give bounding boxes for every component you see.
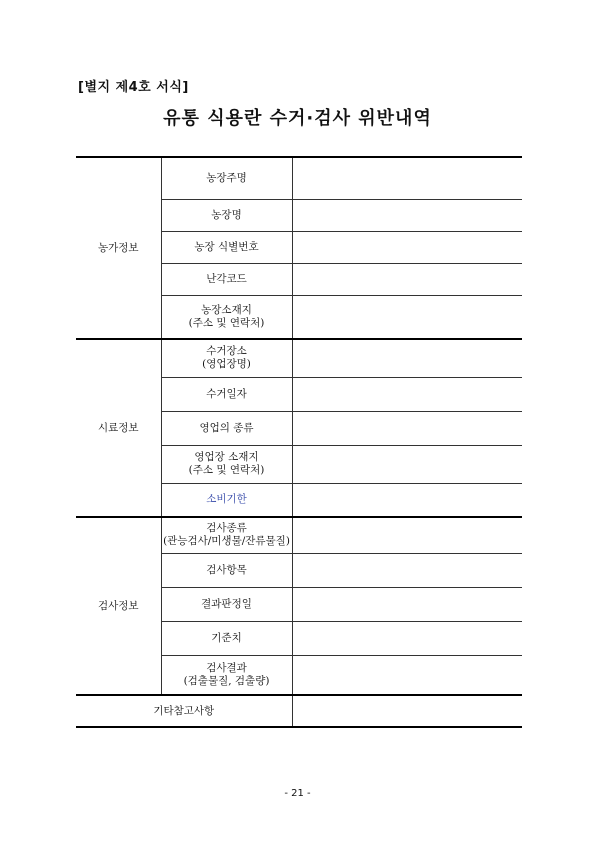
- label-collect-place: [161, 339, 292, 377]
- section-sample-info: 시료정보: [76, 339, 161, 517]
- label-farm-address-line1: 농장소재지: [201, 303, 252, 316]
- page-number: - 21 -: [284, 788, 311, 799]
- label-collect-date: 수거일자: [161, 377, 292, 411]
- label-farm-name: 농장명: [161, 199, 292, 231]
- value-business-address[interactable]: [292, 445, 522, 483]
- label-farm-address-line2: (주소 및 연락처): [188, 316, 265, 329]
- label-test-items: 검사항목: [161, 553, 292, 587]
- label-test-result: [161, 655, 292, 695]
- value-farm-name[interactable]: [292, 199, 522, 231]
- label-test-type: [161, 517, 292, 553]
- value-collect-place[interactable]: [292, 339, 522, 377]
- value-expiry[interactable]: [292, 483, 522, 517]
- label-business-address: [161, 445, 292, 483]
- value-test-items[interactable]: [292, 553, 522, 587]
- label-test-result-line1: 검사결과: [206, 661, 247, 674]
- label-result-date: 결과판정일: [161, 587, 292, 621]
- table-row: [76, 517, 522, 553]
- label-collect-place-line1: 수거장소: [206, 345, 247, 358]
- value-business-type[interactable]: [292, 411, 522, 445]
- label-expiry: [161, 483, 292, 517]
- value-farm-id[interactable]: [292, 231, 522, 263]
- document-title: 유통 식용란 수거·검사 위반내역: [163, 108, 432, 129]
- label-standard: 기준치: [161, 621, 292, 655]
- value-test-result[interactable]: [292, 655, 522, 695]
- label-test-result-line2: (검출물질, 검출량): [183, 674, 270, 687]
- label-business-address-line1: 영업장 소재지: [194, 451, 259, 463]
- label-collect-place-line2: (영업장명): [202, 358, 251, 371]
- form-number-label: [별지 제4호 서식]: [78, 80, 189, 95]
- table-row: [76, 339, 522, 377]
- label-business-type: 영업의 종류: [161, 411, 292, 445]
- value-remarks[interactable]: [292, 695, 522, 727]
- value-collect-date[interactable]: [292, 377, 522, 411]
- value-test-type[interactable]: [292, 517, 522, 553]
- label-farm-address: [161, 295, 292, 339]
- violation-table: [76, 156, 522, 728]
- section-inspection-info: 검사정보: [76, 517, 161, 695]
- label-farm-owner: 농장주명: [161, 157, 292, 199]
- label-business-address-line2: (주소 및 연락처): [188, 464, 265, 476]
- table-row: [76, 157, 522, 199]
- value-farm-owner[interactable]: [292, 157, 522, 199]
- label-expiry-text: 소비기한: [206, 493, 247, 506]
- label-test-type-line1: 검사종류: [206, 522, 247, 535]
- value-result-date[interactable]: [292, 587, 522, 621]
- table-row: [76, 695, 522, 727]
- label-test-type-line2: (관능검사/미생물/잔류물질): [163, 535, 290, 548]
- value-shell-code[interactable]: [292, 263, 522, 295]
- section-farm-info: 농가정보: [76, 157, 161, 339]
- label-shell-code: 난각코드: [161, 263, 292, 295]
- value-standard[interactable]: [292, 621, 522, 655]
- value-farm-address[interactable]: [292, 295, 522, 339]
- label-farm-id: 농장 식별번호: [161, 231, 292, 263]
- label-remarks: 기타참고사항: [76, 695, 292, 727]
